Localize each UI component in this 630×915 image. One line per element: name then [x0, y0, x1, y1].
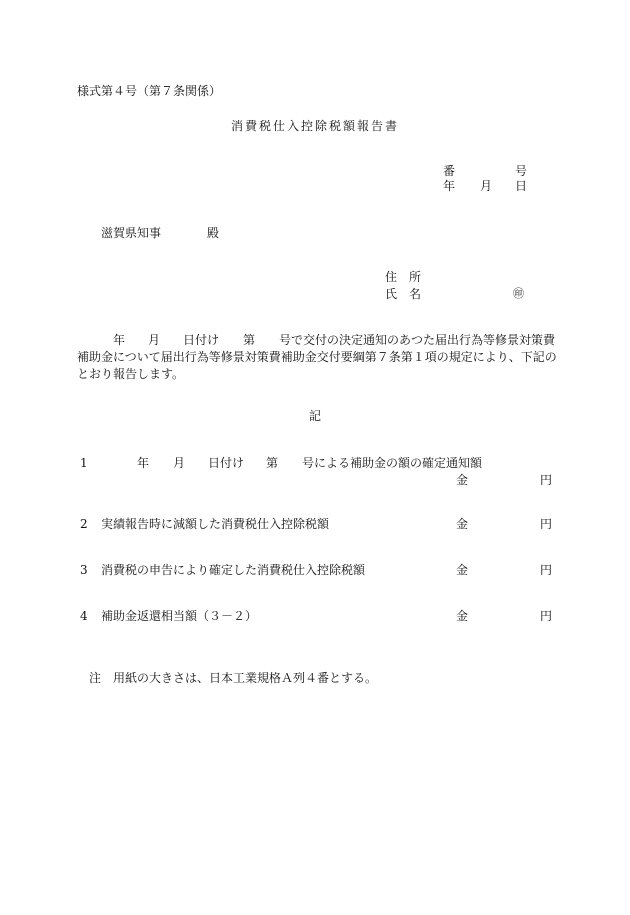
ki-heading: 記 [309, 409, 322, 423]
body-dated-label: 日付け [183, 333, 220, 347]
item-1-month-label: 月 [173, 456, 186, 470]
item-4-kin: 金 [456, 609, 469, 623]
body-dai-label: 第 [243, 333, 256, 347]
item-3-number: 3 [80, 563, 88, 577]
date-year-label: 年 [443, 179, 456, 193]
item-2-text: 実績報告時に減額した消費税仕入控除税額 [101, 517, 330, 531]
addressee-honorific: 殿 [207, 226, 220, 240]
body-line2-text: 補助金について届出行為等修景対策費補助金交付要綱第７条第１項の規定により、下記の [77, 350, 557, 364]
item-4-number: 4 [80, 609, 88, 623]
document-title: 消費税仕入控除税額報告書 [231, 119, 400, 133]
item-1-year-label: 年 [137, 456, 150, 470]
item-3-text: 消費税の申告により確定した消費税仕入控除税額 [101, 563, 366, 577]
note-label: 注 [89, 671, 102, 685]
item-1-dai-label: 第 [266, 456, 279, 470]
reference-number-suffix: 号 [515, 164, 528, 178]
form-number: 様式第４号（第７条関係） [77, 84, 222, 98]
body-line1-text: 号で交付の決定通知のあつた届出行為等修景対策費 [279, 333, 556, 347]
item-1-yen: 円 [540, 473, 553, 487]
date-day-label: 日 [515, 179, 528, 193]
body-month-label: 月 [148, 333, 161, 347]
date-month-label: 月 [480, 179, 493, 193]
item-1-number: 1 [80, 456, 88, 470]
sender-name-label: 氏 名 [385, 287, 422, 301]
item-1-kin: 金 [456, 473, 469, 487]
body-line3-text: とおり報告します。 [77, 367, 185, 381]
item-4-yen: 円 [540, 609, 553, 623]
item-2-kin: 金 [456, 517, 469, 531]
addressee-name: 滋賀県知事 [101, 226, 162, 240]
item-3-yen: 円 [540, 563, 553, 577]
item-3-kin: 金 [456, 563, 469, 577]
note-text: 用紙の大きさは、日本工業規格Ａ列４番とする。 [113, 671, 378, 685]
item-4-text: 補助金返還相当額（３－２） [101, 609, 258, 623]
item-2-number: 2 [80, 517, 88, 531]
reference-number-label: 番 [443, 164, 456, 178]
sender-address-label: 住 所 [385, 270, 422, 284]
item-1-dated-label: 日付け [208, 456, 245, 470]
body-year-label: 年 [113, 333, 126, 347]
seal-mark: ㊞ [513, 287, 524, 300]
item-1-text: 号による補助金の額の確定通知額 [302, 456, 483, 470]
item-2-yen: 円 [540, 517, 553, 531]
